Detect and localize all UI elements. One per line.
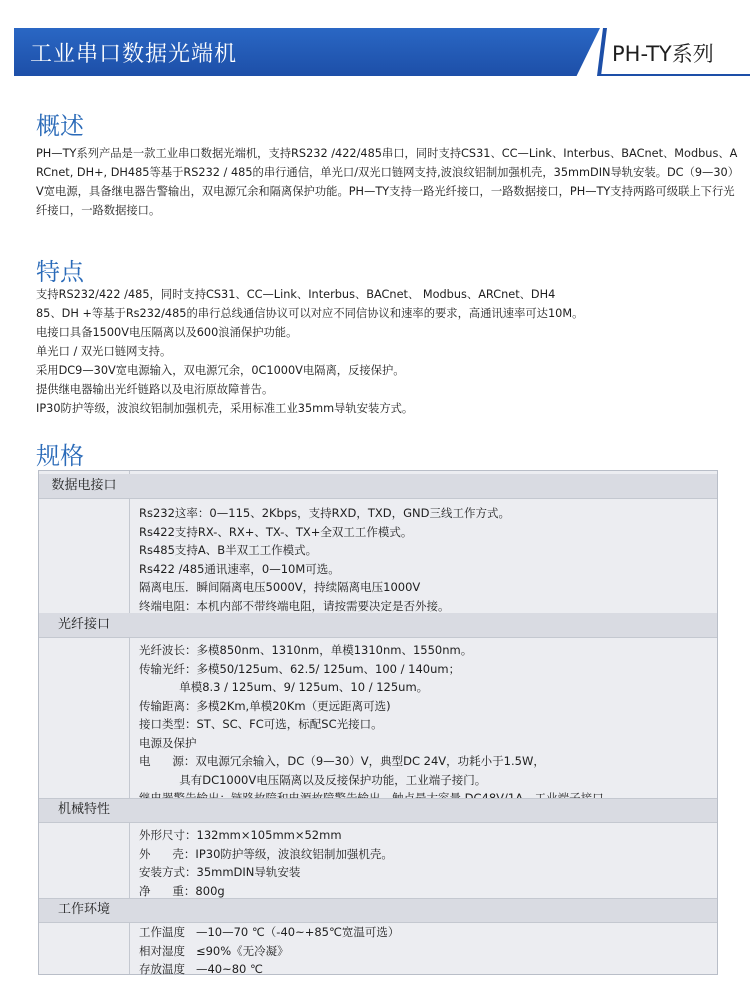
feature-line: 电接口具备1500V电压隔离以及600浪涌保护功能。 — [36, 326, 298, 339]
feature-line: 单光口 / 双光口链网支持。 — [36, 345, 172, 358]
spec-table — [38, 470, 718, 975]
header-divider — [597, 28, 607, 76]
spec-line: 相对湿度 ≤90%《无冷凝》 — [139, 943, 289, 958]
spec-line: Rs485支持A、B半双工工作模式。 — [139, 543, 318, 557]
feature-line: IP30防护等级，波浪纹铝制加强机壳，采用标准工业35mm导轨安装方式。 — [36, 402, 414, 415]
spec-label-data-interface: 数据电接口 — [51, 478, 117, 493]
spec-section-header — [39, 798, 717, 822]
overview-line: RCnet, DH+, DH485等基于RS232 / 485的串行通信，单光口/双光口链网支持,波浪纹铝制加强机壳，35mmDIN导轨安装。DC（9—30） — [36, 166, 740, 179]
spec-section-header — [39, 898, 717, 922]
spec-label-mechanical: 机械特性 — [57, 802, 110, 817]
spec-content-environment — [139, 923, 399, 979]
spec-line: 存放温度 —40~80 ℃ — [139, 962, 263, 976]
row-separator — [39, 637, 717, 638]
spec-line: Rs422 /485通讯速率，0—10M可选。 — [139, 561, 340, 576]
spec-line: 外形尺寸：132mm×105mm×52mm — [139, 828, 342, 842]
features-text — [36, 285, 726, 418]
spec-line: Rs422支持RX-、RX+、TX-、TX+全双工工作模式。 — [139, 524, 413, 539]
spec-line: 具有DC1000V电压隔离以及反接保护功能，工业端子接门。 — [139, 772, 487, 787]
spec-line: 接口类型：ST、SC、FC可选，标配SC光接口。 — [139, 717, 383, 731]
header-underline — [600, 74, 750, 76]
row-separator — [39, 798, 717, 799]
feature-line: 支持RS232/422 /485，同时支持CS31、CC—Link、Interbus、BACnet、 Modbus、ARCnet、DH4 — [36, 288, 556, 301]
spec-line: 传输光纤：多模50/125um、62.5/ 125um、100 / 140um； — [139, 661, 461, 676]
overview-heading: 概述 — [36, 112, 84, 140]
row-separator — [39, 822, 717, 823]
series-name: PH-TY系列 — [612, 42, 714, 66]
spec-line: 传输距离：多模2Km,单模20Km（更远距离可选) — [139, 698, 391, 713]
row-separator — [39, 498, 717, 499]
feature-line: 采用DC9—30V宽电源输入，双电源冗余，0C1000V电隔离，反接保护。 — [36, 364, 405, 377]
spec-line: 终端电阻：本机内部不带终端电阻，请按需要决定是否外接。 — [139, 598, 450, 613]
spec-line: 光纤波长：多模850nm、1310nm，单模1310nm、1550nm。 — [139, 643, 473, 657]
overview-line: PH—TY系列产品是一款工业串口数据光端机，支持RS232 /422/485串口，同时支持CS31、CC—Link、Interbus、BACnet、Modbus、A — [36, 147, 738, 160]
spec-line: 电 源：双电源冗余输入，DC（9—30）V，典型DC 24V，功耗小于1.5W， — [139, 754, 545, 768]
specs-heading: 规格 — [36, 442, 84, 470]
overview-line: 纤接口，一路数据接口。 — [36, 204, 161, 217]
spec-line: 隔离电压．瞬间隔离电压5000V，持续隔离电压1000V — [139, 580, 421, 594]
spec-section-header — [39, 613, 717, 637]
row-separator — [39, 898, 717, 899]
spec-section-header — [39, 474, 717, 498]
features-heading: 特点 — [36, 258, 84, 286]
spec-line: 净 重：800g — [139, 883, 225, 898]
feature-line: 85、DH +等基于Rs232/485的串行总线通信协议可以对应不同信协议和速率的要求，高通讯速率可达10M。 — [36, 307, 584, 320]
spec-line: 安装方式：35mmDIN导轨安装 — [139, 865, 301, 879]
overview-line: V宽电源，具备继电器告警输出，双电源冗余和隔离保护功能。PH—TY支持一路光纤接口，一路数据接口，PH—TY支持两路可级联上下行光 — [36, 185, 735, 198]
spec-line: 单模8.3 / 125um、9/ 125um、10 / 125um。 — [139, 680, 429, 694]
page-header — [0, 28, 750, 76]
spec-content-fiber-interface — [139, 641, 604, 808]
spec-content-data-interface — [139, 504, 510, 615]
spec-label-environment: 工作环境 — [57, 902, 110, 917]
spec-label-fiber-interface: 光纤接口 — [57, 617, 110, 632]
overview-text — [36, 144, 740, 220]
spec-content-mechanical — [139, 826, 393, 900]
spec-line: 外 壳：IP30防护等级，波浪纹铝制加强机壳。 — [139, 846, 393, 861]
spec-line: 电源及保护 — [139, 735, 197, 750]
spec-line: 工作温度 —10—70 ℃（-40~+85℃宽温可选） — [139, 925, 400, 939]
feature-line: 提供继电器输出光纤链路以及电洐原故障普告。 — [36, 383, 274, 396]
spec-line: Rs232这率：0—115、2Kbps，支持RXD，TXD，GND三线工作方式。 — [139, 506, 510, 520]
page-title: 工业串口数据光端机 — [30, 42, 238, 67]
